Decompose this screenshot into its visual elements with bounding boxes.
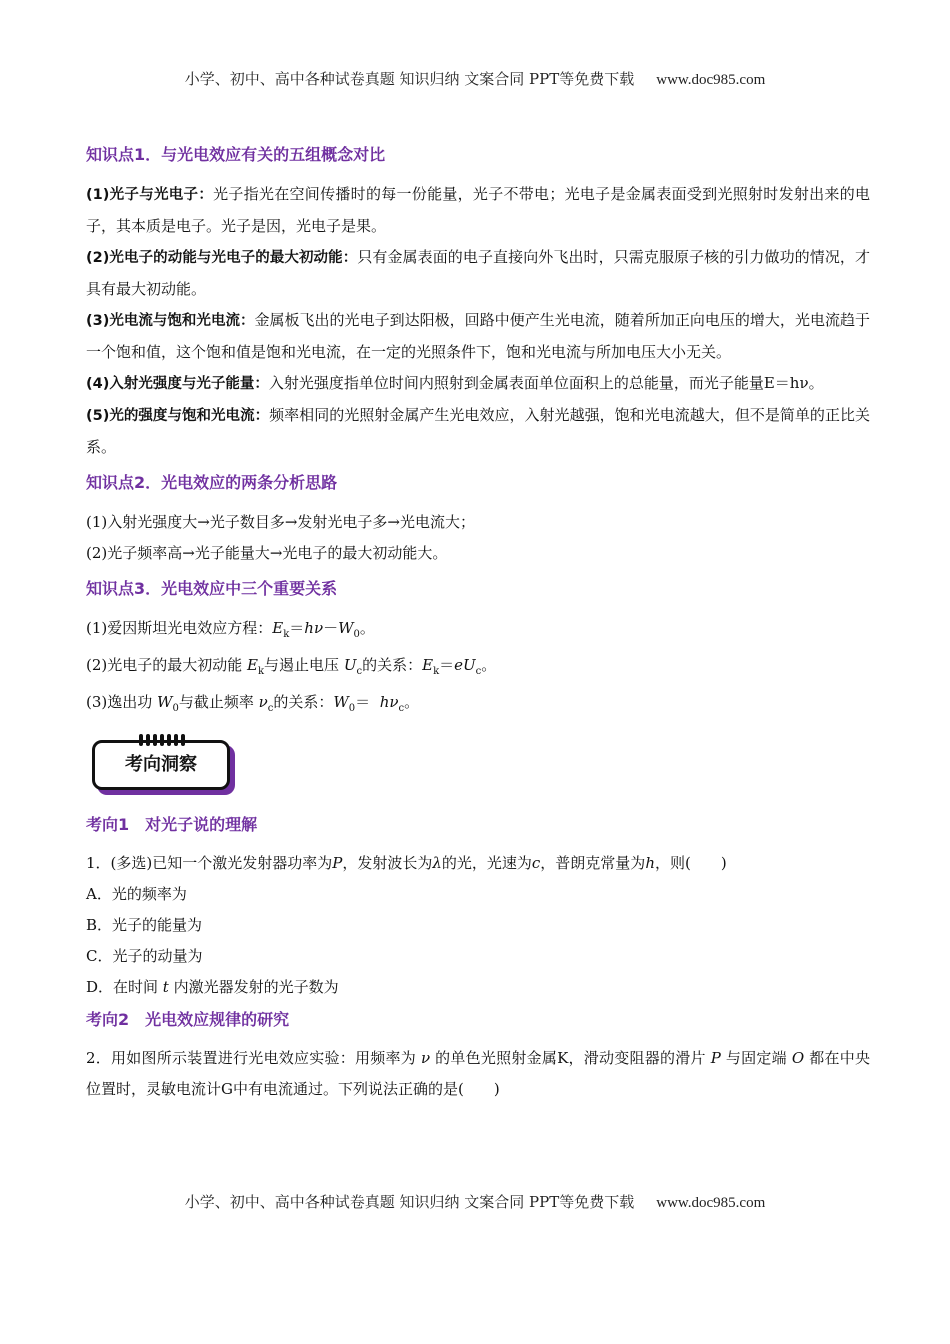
kp3-l2-text-3: 的关系： [362, 656, 423, 674]
kp3-l1-var-hv: hν [304, 619, 324, 637]
kp1-item-3-text: 金属板飞出的光电子到达阳极，回路中便产生光电流，随着所加正向电压的增大，光电流趋于一个饱和值，这个饱和值是饱和光电流，在一定的光照条件下，饱和光电流与所加电压大小无关。 [86, 311, 870, 361]
kp3-title: 知识点3．光电效应中三个重要关系 [86, 579, 338, 598]
kp3-l2-var-eu: eU [454, 656, 476, 674]
kp3-l3-text-1: (3)逸出功 [86, 693, 158, 711]
q1-option-d-text-1: D．在时间 [86, 978, 163, 996]
q1-option-b: B．光子的能量为 [86, 916, 203, 934]
kp1-item-1-label: (1)光子与光电子： [86, 187, 214, 203]
kp3-l3-var-w2: W [333, 693, 349, 711]
kp3-l3-sub-02: 0 [348, 703, 356, 714]
kp3-l1-minus: － [323, 619, 339, 637]
kp3-l3-sub-0: 0 [172, 703, 179, 714]
kp2-title: 知识点2．光电效应的两条分析思路 [86, 473, 338, 492]
q1-var-c: c [531, 854, 541, 872]
kp1-item-4-text: 入射光强度指单位时间内照射到金属表面单位面积上的总能量，而光子能量E＝hν。 [268, 374, 824, 392]
kp3-l1-eq: ＝ [289, 619, 305, 637]
page-header [0, 68, 950, 89]
kp3-l3-sub-c2: c [398, 703, 405, 714]
kp1-item-4-label: (4)入射光强度与光子能量： [86, 376, 269, 392]
q1-option-a: A．光的频率为 [86, 885, 187, 903]
q2-var-o: O [791, 1049, 805, 1067]
kp1-item-4 [86, 368, 870, 400]
kp1-item-1 [86, 179, 870, 242]
kp3-l2-var-e2: E [422, 656, 434, 674]
kp3-l2-text-1: (2)光电子的最大初动能 [86, 656, 248, 674]
kp3-l2-sub-k: k [257, 666, 265, 677]
q1-var-lambda: λ [432, 854, 442, 872]
q1-text-5: ，则( ) [654, 854, 727, 872]
kp3-l3-var-hnu: hν [379, 693, 399, 711]
q1-var-h: h [645, 854, 655, 872]
kp3-l2-end: 。 [481, 656, 497, 674]
kx1-title: 考向1 对光子说的理解 [86, 815, 258, 834]
kp3-l3-text-3: 的关系： [273, 693, 334, 711]
question-2 [86, 1043, 870, 1105]
kp1-item-5 [86, 400, 870, 463]
kp3-l1-var-w: W [338, 619, 354, 637]
q2-text-3: 与固定端 [720, 1049, 792, 1067]
kp2-line-2: (2)光子频率高→光子能量大→光电子的最大初动能大。 [86, 544, 448, 562]
kp2-line-1: (1)入射光强度大→光子数目多→发射光电子多→光电流大； [86, 513, 475, 531]
header-text: 小学、初中、高中各种试卷真题 知识归纳 文案合同 PPT等免费下载 [184, 70, 635, 88]
kp3-l2-eq: ＝ [439, 656, 455, 674]
badge-text: 考向洞察 [125, 754, 197, 775]
kp3-l1-end: 。 [359, 619, 375, 637]
kp3-line-3 [86, 687, 870, 724]
page-footer [0, 1191, 950, 1212]
kp3-line-2 [86, 650, 870, 687]
kp1-title: 知识点1．与光电效应有关的五组概念对比 [86, 145, 386, 164]
kp1-item-2 [86, 242, 870, 305]
footer-text: 小学、初中、高中各种试卷真题 知识归纳 文案合同 PPT等免费下载 [184, 1193, 635, 1211]
kp1-item-5-text: 频率相同的光照射金属产生光电效应，入射光越强，饱和光电流越大，但不是简单的正比关系。 [86, 406, 871, 456]
kp1-item-3 [86, 305, 870, 368]
kp3-l2-var-u: U [343, 656, 357, 674]
q2-text-2: 的单色光照射金属K，滑动变阻器的滑片 [430, 1049, 711, 1067]
kp3-l2-sub-c2: c [475, 666, 482, 677]
q2-text-1: 2．用如图所示装置进行光电效应实验：用频率为 [86, 1049, 421, 1067]
kp3-l1-var-e: E [272, 619, 284, 637]
document-body [86, 141, 870, 1105]
kp1-item-2-label: (2)光电子的动能与光电子的最大初动能： [86, 250, 358, 266]
kp3-line-1 [86, 613, 870, 650]
q1-text-3: 的光，光速为 [441, 854, 532, 872]
kp3-l2-text-2: 与遏止电压 [264, 656, 344, 674]
footer-site[interactable]: www.doc985.com [656, 1195, 766, 1211]
kp3-l1-text: (1)爱因斯坦光电效应方程： [86, 619, 273, 637]
q1-text-2: ，发射波长为 [342, 854, 433, 872]
header-site[interactable]: www.doc985.com [656, 72, 766, 88]
q2-var-nu: ν [420, 1049, 431, 1067]
kp3-l2-var-e: E [247, 656, 258, 674]
kp3-l2-sub-c: c [356, 666, 363, 677]
q1-text-1: 1．(多选)已知一个激光发射器功率为 [86, 854, 333, 872]
q1-option-c: C．光子的动量为 [86, 947, 203, 965]
kp3-l3-eq: ＝ [355, 693, 380, 711]
q1-option-d [86, 972, 870, 1003]
kp3-l1-sub-k: k [283, 629, 290, 640]
q1-option-d-var-t: t [162, 978, 169, 996]
badge-box [92, 740, 230, 790]
q1-text-4: ，普朗克常量为 [540, 854, 646, 872]
kp1-item-1-text: 光子指光在空间传播时的每一份能量，光子不带电；光电子是金属表面受到光照射时发射出来的电子，其本质是电子。光子是因，光电子是果。 [86, 185, 870, 235]
kp3-l1-sub-0: 0 [353, 629, 360, 640]
q1-var-p: P [332, 854, 343, 872]
q1-option-d-text-2: 内激光器发射的光子数为 [168, 978, 339, 996]
kp3-l3-text-2: 与截止频率 [178, 693, 259, 711]
kp3-l3-var-w: W [157, 693, 173, 711]
q2-text-4: 都在中央位置时，灵敏电流计G中有电流通过。下列说法正确的是( ) [86, 1049, 870, 1098]
kp3-l2-sub-k2: k [433, 666, 440, 677]
kp3-l3-sub-c: c [267, 703, 274, 714]
kp1-item-2-text: 只有金属表面的电子直接向外飞出时，只需克服原子核的引力做功的情况，才具有最大初动能。 [86, 248, 870, 298]
kp1-item-3-label: (3)光电流与饱和光电流： [86, 313, 255, 329]
question-1 [86, 848, 870, 879]
q2-var-p: P [710, 1049, 721, 1067]
kp1-item-5-label: (5)光的强度与饱和光电流： [86, 408, 270, 424]
kp3-l3-end: 。 [404, 693, 420, 711]
kx2-title: 考向2 光电效应规律的研究 [86, 1010, 290, 1029]
kp3-l3-var-nu: ν [258, 693, 268, 711]
section-badge [86, 730, 870, 804]
